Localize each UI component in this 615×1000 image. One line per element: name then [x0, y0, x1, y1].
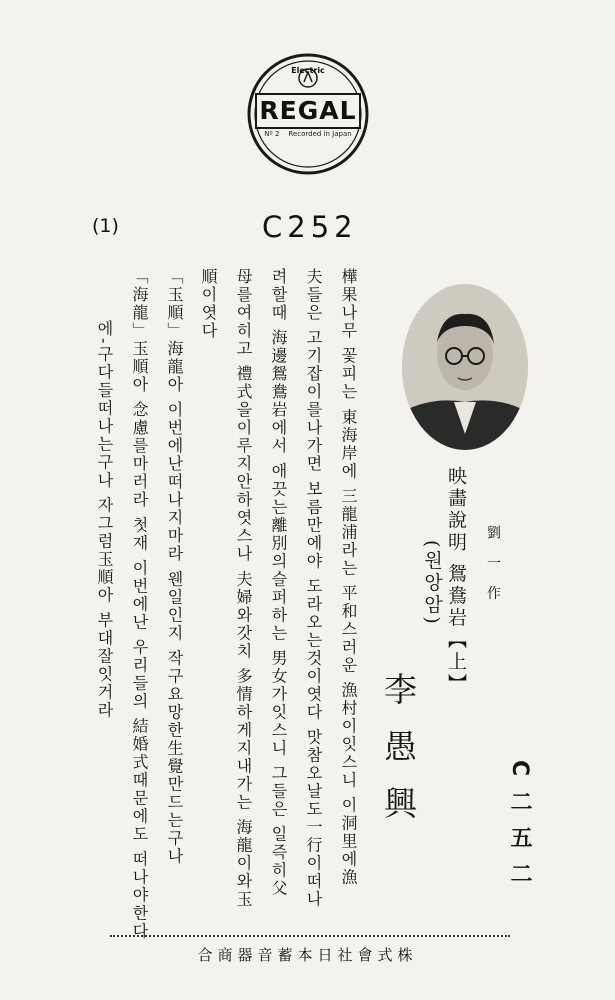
body-column-1: 樺果나무 꽃피는 東海岸에 三龍浦라는 平和스러운 漁村이잇스니 이洞里에漁 [339, 268, 358, 887]
footer-divider [110, 935, 510, 937]
body-column-6: 「玉順」海龍아 이번에난떠나지마라 웬일인지 작구요망한生覺만드는구나 [165, 268, 184, 866]
record-number: C252 [262, 210, 358, 244]
body-column-4: 母를여히고 禮式을이루지안하엿스나 夫婦와갓치 多情하게지내가는 海龍이와玉 [234, 268, 253, 909]
seal-bottom-text [246, 130, 370, 138]
body-column-7: 「海龍」玉順아 念慮를마러라 첫재 이번에난 우리들의 結婚式때문에도 떠나야한다 [130, 268, 149, 941]
author-portrait [402, 284, 528, 450]
credit-line: 劉 一 作 [485, 525, 501, 606]
body-column-2: 夫들은 고기잡이를나가면 보름만에야 도라오는것이엿다 맛참오날도一行이떠나 [304, 268, 323, 909]
side-number: (1) [92, 215, 119, 237]
body-column-3: 려할때 海邊鴛鴦岩에서 애끗는離別의슬퍼하는 男女가잇스니 그들은 일즉히父 [269, 268, 288, 898]
author-name: 李愚興 [379, 672, 418, 843]
song-title-reading: (원앙암) [421, 540, 443, 627]
body-column-8: 에-구다들떠나는구나 자그럼玉順아 부대잘잇거라 [95, 320, 114, 720]
catalog-number: C二五二 [507, 760, 532, 899]
seal-brand: REGAL [259, 96, 357, 125]
seal-bottom-left: Nº 2 [264, 130, 280, 138]
seal-top-text: Electric [291, 66, 325, 75]
body-column-5: 順이엿다 [199, 268, 218, 340]
publisher-line: 合商器音蓄本日社會式株 [197, 946, 418, 964]
portrait-photo-icon [402, 284, 528, 450]
seal-bottom-right: Recorded in Japan [288, 130, 352, 138]
regal-label-seal [246, 52, 370, 176]
song-title: 映畵說明 鴛鴦岩【上】 [445, 466, 467, 696]
